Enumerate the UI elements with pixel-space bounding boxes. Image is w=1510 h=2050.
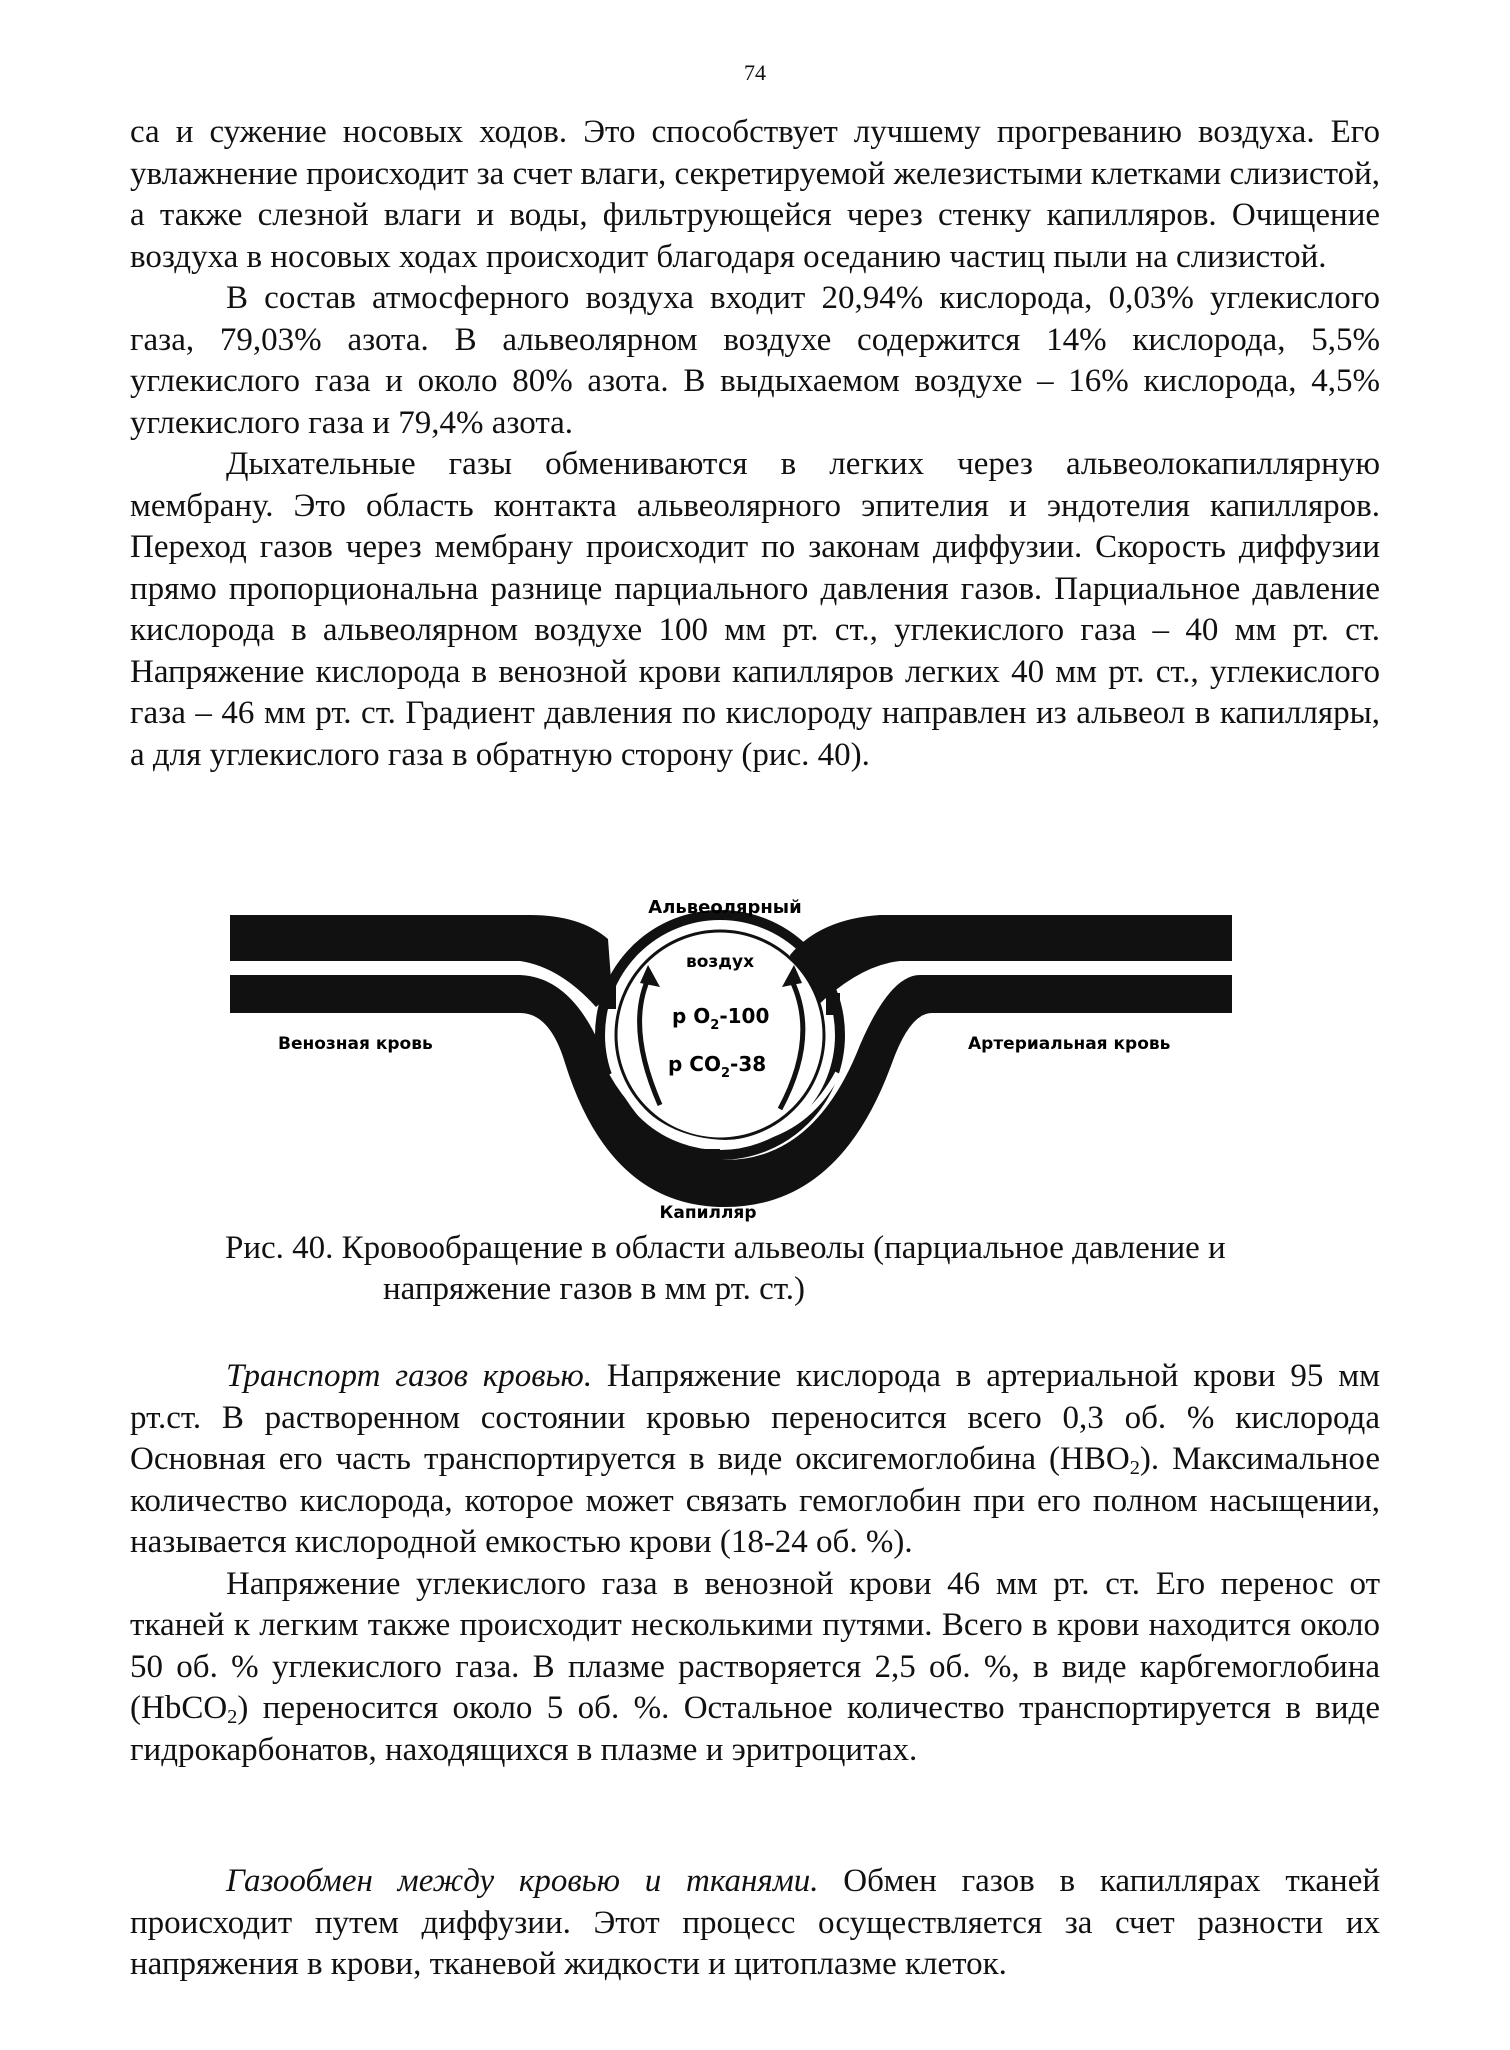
transport-section (130, 1356, 1380, 1771)
p-o2-prefix: р О (672, 1004, 711, 1028)
co2-sub: 2 (227, 1706, 238, 1729)
paragraph-tissue-exchange (130, 1861, 1380, 1986)
label-alveolar-air-2: воздух (685, 952, 755, 972)
paragraph-oxygen-transport (130, 1356, 1380, 1564)
p-co2-value: -38 (730, 1052, 767, 1076)
exchange-text: Обмен газов в капиллярах тканей происходит путем диффузии. Этот процесс осуществляется за счет разности их напряжения в крови, тканевой жидкости и цитоплазме клеток. (130, 1863, 1381, 1982)
oxygen-text-1: Напряжение кислорода в артериальной крови 95 мм рт.ст. В растворенном состоянии кровью переносится всего 0,3 об. % кислорода Основная его часть транспортируется в виде оксигемоглобина (НВО (130, 1358, 1380, 1477)
oxygen-sub: 2 (1129, 1457, 1140, 1480)
p-o2-sub: 2 (710, 1018, 720, 1033)
exchange-section (130, 1861, 1380, 1986)
caption-line-1: Рис. 40. Кровообращение в области альвеолы (парциальное давление и (225, 1230, 1226, 1266)
section-heading-transport: Транспорт газов кровью. (226, 1358, 593, 1394)
co2-text-2: ) переносится около 5 об. %. Остальное количество транспортируется в виде гидрокарбонатов, находящихся в плазме и эритроцитах. (130, 1690, 1380, 1768)
label-venous-blood: Венозная кровь (278, 1034, 433, 1054)
p-co2-prefix: р СО (668, 1052, 721, 1076)
alveolus-diagram (220, 895, 1250, 1225)
p-co2-sub: 2 (720, 1066, 731, 1081)
paragraph-nasal-air: са и сужение носовых ходов. Это способствует лучшему прогреванию воздуха. Его увлажнение происходит за счет влаги, секретируемой железистыми клетками слизистой, а также слезной влаги и воды, фильтрующейся через стенку капилляров. Очищение воздуха в носовых ходах происходит благодаря оседанию частиц пыли на слизистой. (130, 114, 1380, 275)
page-number: 74 (744, 60, 766, 85)
label-alveolar-air-1: Альвеолярный (648, 897, 802, 918)
section-heading-exchange: Газообмен между кровью и тканями. (226, 1863, 819, 1899)
figure-caption (225, 1228, 1380, 1310)
paragraph-co2-transport (130, 1564, 1380, 1772)
co2-text-1: Напряжение углекислого газа в венозной крови 46 мм рт. ст. Его перенос от тканей к легким также происходит несколькими путями. Всего в крови находится около 50 об. % углекислого газа. В плазме растворяется 2,5 об. %, в виде карбгемоглобина (HbCO (130, 1565, 1380, 1726)
paragraph-air-composition: В состав атмосферного воздуха входит 20,94% кислорода, 0,03% углекислого газа, 79,03% азота. В альвеолярном воздухе содержится 14% кислорода, 5,5% углекислого газа и около 80% азота. В выдыхаемом воздухе – 16% кислорода, 4,5% углекислого газа и 79,4% азота. (130, 280, 1380, 441)
label-capillary: Капилляр (659, 1203, 757, 1223)
p-o2-value: -100 (719, 1004, 770, 1028)
label-arterial-blood: Артериальная кровь (968, 1034, 1171, 1054)
figure-alveolus-circulation (220, 895, 1250, 1225)
top-text-block (130, 112, 1380, 776)
caption-line-2: напряжение газов в мм рт. ст.) (383, 1271, 805, 1307)
paragraph-gas-diffusion: Дыхательные газы обмениваются в легких через альвеолокапиллярную мембрану. Это область контакта альвеолярного эпителия и эндотелия капилляров. Переход газов через мембрану происходит по законам диффузии. Скорость диффузии прямо пропорциональна разнице парциального давления газов. Парциальное давление кислорода в альвеолярном воздухе 100 мм рт. ст., углекислого газа – 40 мм рт. ст. Напряжение кислорода в венозной крови капилляров легких 40 мм рт. ст., углекислого газа – 46 мм рт. ст. Градиент давления по кислороду направлен из альвеол в капилляры, а для углекислого газа в обратную сторону (рис. 40). (130, 446, 1380, 773)
oxygen-text-2: ). Максимальное количество кислорода, которое может связать гемоглобин при его полном насыщении, называется кислородной емкостью крови (18-24 об. %). (130, 1441, 1380, 1560)
